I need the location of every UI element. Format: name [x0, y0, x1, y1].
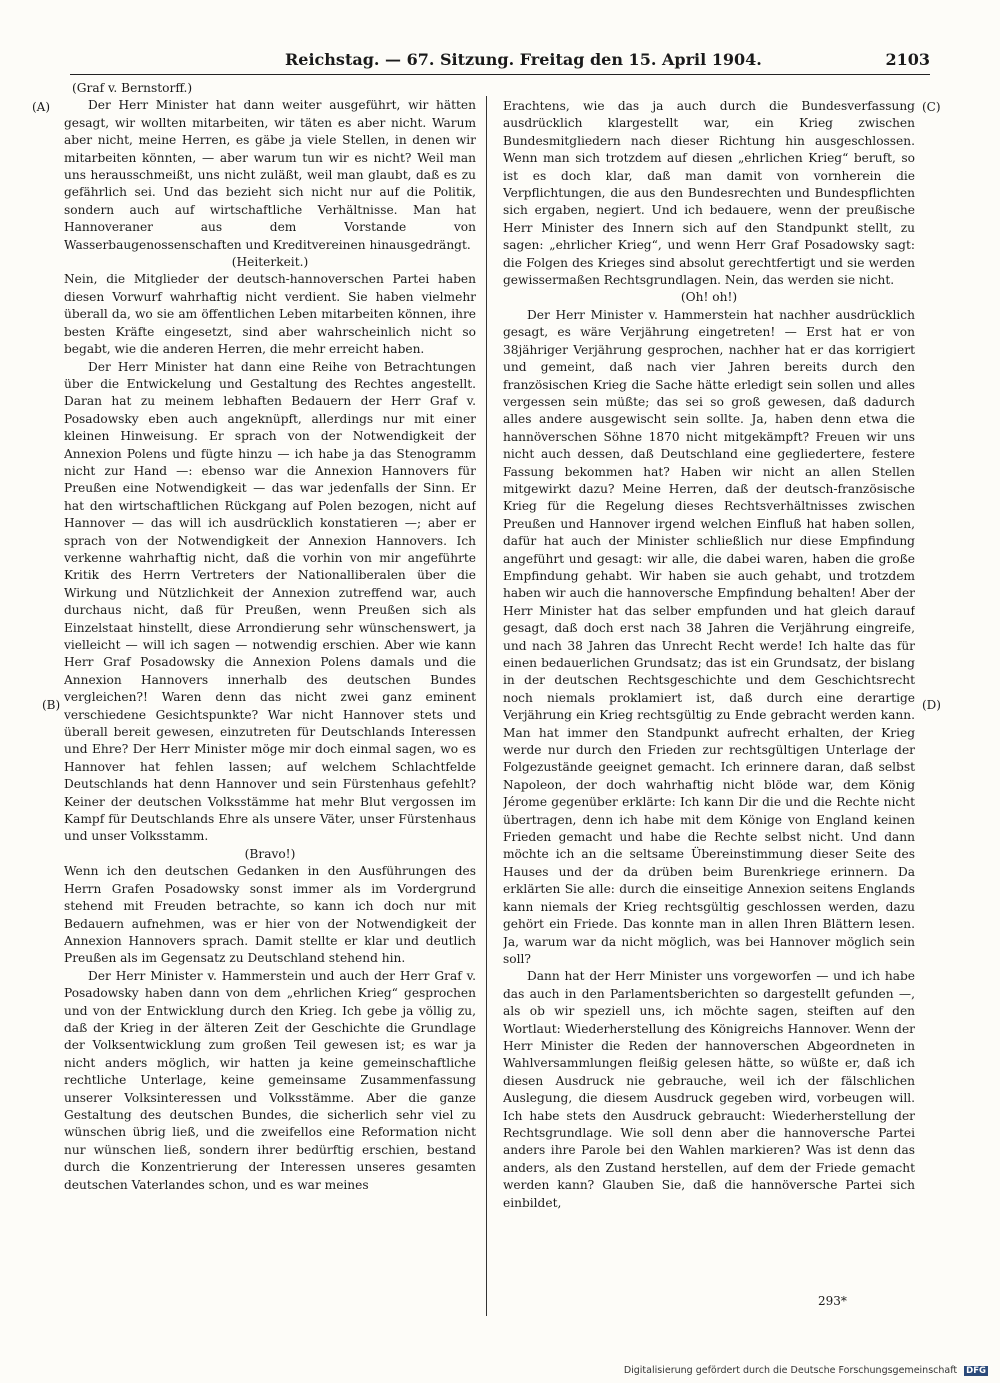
margin-marker-d: (D) — [922, 698, 941, 712]
footer-credit: Digitalisierung gefördert durch die Deutsche Forschungsgemeinschaft — [623, 1365, 958, 1376]
page-header — [70, 50, 930, 75]
margin-marker-c: (C) — [922, 100, 941, 114]
page-number: 2103 — [885, 50, 930, 69]
signature-mark: 293* — [818, 1294, 847, 1308]
right-column — [503, 98, 915, 1338]
margin-marker-a: (A) — [32, 100, 51, 114]
paragraph: Dann hat der Herr Minister uns vorgeworfen — und ich habe das auch in den Parlamentsberichten so dargestellt gefunden —, als ob wir speziell uns, ich möchte sagen, steiften auf den Wortlaut: Wiederherstellung des Königreichs Hannover. Wenn der Herr Minister die Reden der hannoverschen Abgeordneten in Wahlversammlungen fleißig gelesen hätte, so wüßte er, daß ich diesen Ausdruck nie gebrauche, weil ich der fälschlichen Auslegung, die diesem Ausdruck gegeben wird, vorbeugen will. Ich habe stets den Ausdruck gebraucht: Wiederherstellung der Rechtsgrundlage. Wie soll denn aber die hannoversche Partei anders ihre Parole bei den Wahlen markieren? Was ist denn das anders, als den Zustand herstellen, auf dem der Friede gemacht werden kann? Glauben Sie, daß die hannöversche Partei sich einbildet, — [503, 969, 915, 1210]
paragraph: Nein, die Mitglieder der deutsch-hannoverschen Partei haben diesen Vorwurf wahrhaftig nicht verdient. Sie haben vielmehr überall da, wo sie am öffentlichen Leben mitarbeiten können, ihre besten Kräfte eingesetzt, sind aber wahrscheinlich nicht so begabt, wie die anderen Herren, die mehr erreicht haben. — [64, 272, 476, 357]
left-column — [64, 80, 476, 1320]
page-footer — [608, 1365, 988, 1379]
paragraph: Der Herr Minister hat dann eine Reihe von Betrachtungen über die Entwickelung und Gestaltung des Rechtes angestellt. Daran hat zu meinem lebhaften Bedauern der Herr Graf v. Posadowsky eben auch angeknüpft, allerdings nur mit einer kleinen Hinweisung. Er sprach von der Notwendigkeit der Annexion Polens und fügte hinzu — ich habe ja das Stenogramm nicht zur Hand —: ebenso war die Annexion Hannovers für Preußen eine Notwendigkeit — das war jedenfalls der Sinn. Er hat den wirtschaftlichen Rückgang auf Polen bezogen, nicht auf Hannover — das will ich ausdrücklich konstatieren —; aber er sprach von der Notwendigkeit der Annexion Hannovers. Ich verkenne wahrhaftig nicht, daß die vorhin von mir angeführte Kritik des Herrn Vertreters der Nationalliberalen über die Wirkung und Nützlichkeit der Annexion zutreffend war, auch durchaus nicht, daß für Preußen, wenn Preußen sich als Einzelstaat hinstellt, diese Arrondierung sehr wünschenswert, ja vielleicht — will ich sagen — notwendig erschien. Aber wie kann Herr Graf Posadowsky die Annexion Polens damals und die Annexion Hannovers innerhalb des deutschen Bundes vergleichen?! Waren denn das nicht zwei ganz eminent verschiedene Gesichtspunkte? War nicht Hannover stets und überall bereit gewesen, einzutreten für Deutschlands Interessen und Ehre? Der Herr Minister möge mir doch einmal sagen, wo es Hannover hat fehlen lassen; auf welchem Schlachtfelde Deutschlands hat denn Hannover und sein Fürstenhaus gefehlt? Keiner der deutschen Volksstämme hat mehr Blut vergossen im Kampf für Deutschlands Ehre als unsere Väter, unser Fürstenhaus und unser Volksstamm. — [64, 359, 476, 844]
column-divider — [486, 96, 487, 1316]
paragraph: Erachtens, wie das ja auch durch die Bundesverfassung ausdrücklich klargestellt war, ein Krieg zwischen Bundesmitgliedern nach dieser Richtung hin ausgeschlossen. Wenn man sich trotzdem auf diesen „ehrlichen Krieg“ beruft, so ist es doch klar, daß man damit von vornherein die Verpflichtungen, die aus den Bundesrechten und Bundespflichten sich ergaben, negiert. Und ich bedauere, wenn der preußische Herr Minister des Innern sich auf den Standpunkt stellt, zu sagen: „ehrlicher Krieg“, und wenn Herr Graf Posadowsky sagt: die Folgen des Krieges sind absolut gerechtfertigt und sie werden gewissermaßen Rechtsgrundlagen. Nein, das werden sie nicht. — [503, 99, 915, 288]
interjection: (Oh! oh!) — [680, 290, 738, 305]
paragraph: Der Herr Minister v. Hammerstein hat nachher ausdrücklich gesagt, es wäre Verjährung eingetreten! — Erst hat er von 38jähriger Verjährung gesprochen, nachher hat er das korrigiert und gemeint, daß nach vier Jahren bereits durch den französischen Krieg die Sache hätte erledigt sein sollen und alles vergessen sein müßte; das sei so groß gewesen, daß dadurch alles andere ausgewischt sein sollte. Ja, haben denn etwa die hannöverschen Söhne 1870 nicht mitgekämpft? Freuen wir uns nicht auch dessen, daß Deutschland eine gegliedertere, festere Fassung bekommen hat? Haben wir nicht an allen Stellen mitgewirkt dazu? Meine Herren, daß der deutsch-französische Krieg für die Regelung dieses Rechtsverhältnisses zwischen Preußen und Hannover irgend welchen Einfluß hat haben sollen, dafür hat auch der Minister schließlich nur diese Empfindung angeführt und gesagt: wir alle, die dabei waren, haben die große Empfindung gehabt. Wir haben sie auch gehabt, und trotzdem haben wir auch die hannoversche Empfindung behalten! Aber der Herr Minister hat das selber empfunden und hat gleich darauf gesagt, daß doch erst nach 38 Jahren die Verjährung eingreife, und nach 38 Jahren das Unrecht Recht werde! Ich halte das für einen bedauerlichen Grundsatz; das ist ein Grundsatz, der bislang in der deutschen Rechtsgeschichte und dem Geschichtsrecht noch niemals proklamiert ist, daß durch eine derartige Verjährung ein Krieg rechtsgültig zu Ende gebracht werden kann. Man hat immer den Standpunkt aufrecht erhalten, der Krieg werde nur durch den Frieden zur rechtsgültigen Unterlage der Folgezustände geeignet gemacht. Ich erinnere daran, daß selbst Napoleon, der doch wahrhaftig nicht blöde war, dem König Jérome gegenüber erklärte: Ich kann Dir die und die Rechte nicht übertragen, denn ich habe mit dem Könige von England keinen Frieden gemacht und habe die Rechte selbst nicht. Und dann möchte ich an die seltsame Übereinstimmung dieser Seite des Hauses und der da drüben beim Burenkriege erinnern. Da erklärten Sie alle: durch die einseitige Annexion seitens Englands kann niemals der Krieg rechtsgültig geschlossen werden, dazu gehört ein Friede. Das konnte man in allen Ihren Blättern lesen. Ja, warum war da nicht möglich, was bei Hannover möglich sein soll? — [503, 307, 915, 966]
paragraph: Der Herr Minister hat dann weiter ausgeführt, wir hätten gesagt, wir wollten mitarbeiten, wir täten es aber nicht. Warum aber nicht, meine Herren, es gäbe ja viele Stellen, in denen wir mitarbeiten könnten, — aber warum tun wir es nicht? Weil man uns herausschmeißt, uns nicht zuläßt, weil man glaubt, daß es zu gefährlich sei. Und das bezieht sich nicht nur auf die Politik, sondern auch auf wirtschaftliche Verhältnisse. Man hat Hannoveraner aus dem Vorstande von Wasserbaugenossenschaften und Kreditvereinen hinausgedrängt. — [64, 98, 476, 252]
speaker-attribution: (Graf v. Bernstorff.) — [72, 81, 193, 95]
interjection: (Bravo!) — [244, 846, 296, 861]
dfg-logo: DFG — [966, 1365, 986, 1376]
interjection: (Heiterkeit.) — [231, 255, 309, 270]
paragraph: Der Herr Minister v. Hammerstein und auch der Herr Graf v. Posadowsky haben dann von dem „ehrlichen Krieg“ gesprochen und von der Entwicklung durch den Krieg. Ich gebe ja völlig zu, daß der Krieg in der älteren Zeit der Geschichte die Grundlage der Volksentwicklung zum großen Teil gewesen ist; es war ja nicht anders möglich, wir hatten ja keine gemeinschaftliche rechtliche Unterlage, keine gemeinsame Zusammenfassung unserer Volksinteressen und Volksstämme. Aber die ganze Gestaltung des deutschen Bundes, die sicherlich sehr viel zu wünschen übrig ließ, und die zweifellos eine Reformation nicht nur wünschen ließ, sondern ihrer bedürftig erschien, bestand durch die Konzentrierung der Interessen unseres gesamten deutschen Vaterlandes schon, und es war meines — [64, 968, 476, 1192]
page-header-title: Reichstag. — 67. Sitzung. Freitag den 15. April 1904. — [285, 50, 762, 69]
paragraph: Wenn ich den deutschen Gedanken in den Ausführungen des Herrn Grafen Posadowsky sonst immer als im Vordergrund stehend mit Freuden betrachte, so kann ich doch nur mit Bedauern aufnehmen, was er hier von der Notwendigkeit der Annexion Hannovers sprach. Damit stellte er klar und deutlich Preußen als im Gegensatz zu Deutschland stehend hin. — [64, 864, 476, 966]
margin-marker-b: (B) — [42, 698, 61, 712]
